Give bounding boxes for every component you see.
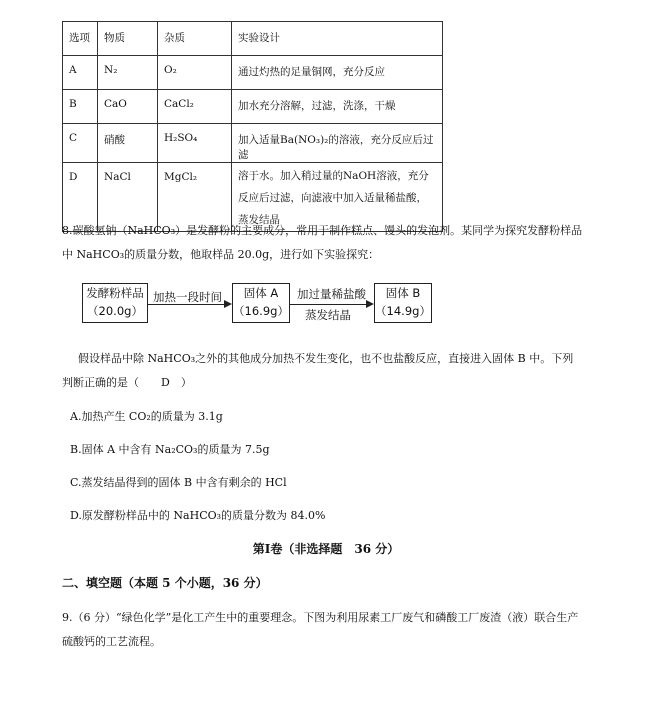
table-row (63, 124, 443, 163)
q8-choice-c: C.蒸发结晶得到的固体 B 中含有剩余的 HCl (70, 476, 287, 489)
flow-box-solid-b (374, 283, 432, 323)
header-option: 选项 (63, 22, 98, 56)
flow-box-sample-name: 发酵粉样品 (86, 286, 144, 300)
table-row (63, 56, 443, 90)
flow-arrow2-line (290, 304, 366, 305)
cell-design: 溶于水。加入稍过量的NaOH溶液，充分反应后过滤，向滤液中加入适量稀盐酸，蒸发结晶 (232, 163, 443, 232)
cell-substance: N₂ (98, 56, 158, 90)
flow-box-sample-mass: （20.0g） (87, 304, 143, 318)
flow-box-solid-a-mass: （16.9g） (233, 304, 289, 318)
flow-arrow2-label-top: 加过量稀盐酸 (297, 287, 366, 301)
q8-choice-a: A.加热产生 CO₂的质量为 3.1g (70, 410, 223, 423)
cell-option: D (63, 163, 98, 232)
cell-substance: 硝酸 (98, 124, 158, 163)
q8-choice-b: B.固体 A 中含有 Na₂CO₃的质量为 7.5g (70, 443, 270, 456)
q8-assumption-line1: 假设样品中除 NaHCO₃之外的其他成分加热不发生变化，也不也盐酸反应，直接进入固体 B 中。下列 (78, 352, 574, 365)
cell-impurity: H₂SO₄ (158, 124, 232, 163)
cell-design: 通过灼热的足量铜网，充分反应 (232, 56, 443, 90)
cell-substance: NaCl (98, 163, 158, 232)
section-title: 第Ⅰ卷（非选择题 36 分） (252, 542, 400, 556)
cell-design: 加水充分溶解，过滤，洗涤，干燥 (232, 90, 443, 124)
flow-arrow2-head-icon (366, 300, 374, 308)
section-two-heading: 二、填空题（本题 5 个小题，36 分） (62, 576, 268, 590)
cell-design: 加入适量Ba(NO₃)₂的溶液，充分反应后过滤 (232, 124, 443, 163)
q8-line1: 8.碳酸氢钠（NaHCO₃）是发酵粉的主要成分，常用于制作糕点、馒头的发泡剂。某同学为探究发酵粉样品 (62, 224, 583, 237)
header-substance: 物质 (98, 22, 158, 56)
cell-impurity: MgCl₂ (158, 163, 232, 232)
flow-box-solid-b-mass: （14.9g） (375, 304, 431, 318)
flow-box-solid-a-name: 固体 A (243, 286, 279, 300)
flow-box-solid-b-name: 固体 B (385, 286, 421, 300)
header-impurity: 杂质 (158, 22, 232, 56)
q8-line2: 中 NaHCO₃的质量分数，他取样品 20.0g，进行如下实验探究： (62, 248, 380, 261)
cell-substance: CaO (98, 90, 158, 124)
flow-arrow1-head-icon (224, 300, 232, 308)
table-header-row (63, 22, 443, 56)
cell-option: C (63, 124, 98, 163)
q9-line2: 硫酸钙的工艺流程。 (62, 635, 161, 648)
flow-arrow1-label: 加热一段时间 (153, 290, 222, 304)
table-row (63, 90, 443, 124)
cell-impurity: O₂ (158, 56, 232, 90)
flow-box-solid-a (232, 283, 290, 323)
flow-arrow2-label-bottom: 蒸发结晶 (305, 308, 351, 322)
header-design: 实验设计 (232, 22, 443, 56)
q9-line1: 9.（6 分）“绿色化学”是化工产生中的重要理念。下图为利用尿素工厂废气和磷酸工厂废渣（液）联合生产 (62, 611, 579, 624)
q8-assumption-line2: 判断正确的是（ D ） (62, 376, 192, 389)
flow-box-sample (82, 283, 148, 323)
flow-arrow1-line (148, 304, 224, 305)
cell-option: B (63, 90, 98, 124)
cell-impurity: CaCl₂ (158, 90, 232, 124)
cell-option: A (63, 56, 98, 90)
options-table (62, 21, 443, 232)
q8-choice-d: D.原发酵粉样品中的 NaHCO₃的质量分数为 84.0% (70, 509, 326, 522)
